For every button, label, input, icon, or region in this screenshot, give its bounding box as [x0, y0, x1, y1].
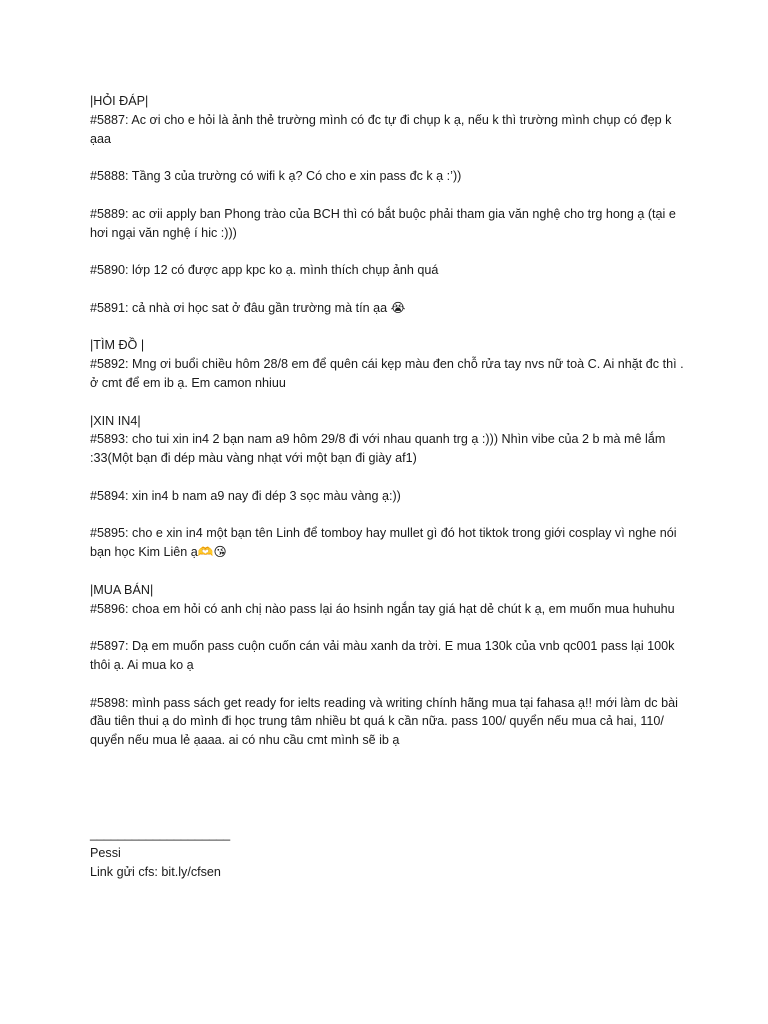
- section-tim-do: [90, 336, 690, 392]
- post-5898: #5898: mình pass sách get ready for ielts reading và writing chính hãng mua tại fahasa ạ!! mới làm dc bài đầu tiên thui ạ do mình đi học trung tâm nhiều bt quá k cần nữa. pass 100/ quyển nếu mua cả hai, 110/ quyển nếu mua lẻ ạaaa. ai có nhu cầu cmt mình sẽ ib ạ: [90, 695, 678, 748]
- post-5897: #5897: Dạ em muốn pass cuộn cuốn cán vải màu xanh da trời. E mua 130k của vnb qc001 pass lại 100k thôi ạ. Ai mua ko ạ: [90, 639, 675, 672]
- section-xin-in4: [90, 412, 690, 562]
- signature-author: Pessi: [90, 845, 121, 860]
- post-5896: #5896: choa em hỏi có anh chị nào pass lại áo hsinh ngắn tay giá hạt dẻ chút k ạ, em muốn mua huhuhu: [90, 601, 675, 616]
- signature-block: [90, 825, 230, 881]
- signature-divider: ____________________: [90, 827, 231, 841]
- post-5888: #5888: Tầng 3 của trường có wifi k ạ? Có cho e xin pass đc k ạ :’)): [90, 169, 462, 184]
- post-5894: #5894: xin in4 b nam a9 nay đi dép 3 sọc màu vàng ạ:)): [90, 488, 401, 503]
- confession-document: [90, 92, 690, 769]
- post-5889: #5889: ac ơii apply ban Phong trào của BCH thì có bắt buộc phải tham gia văn nghệ cho trg hong ạ (tại e hơi ngại văn nghệ í hic :))): [90, 206, 676, 240]
- section-hoi-dap: [90, 92, 690, 318]
- section-heading: |HỎI ĐÁP|: [90, 94, 149, 108]
- post-5895: #5895: cho e xin in4 một bạn tên Linh để tomboy hay mullet gì đó hot tiktok trong giới cosplay vì nghe nói bạn học Kim Liên ạ🫶😘: [90, 526, 677, 560]
- post-5890: #5890: lớp 12 có được app kpc ko ạ. mình thích chụp ảnh quá: [90, 263, 439, 278]
- post-5891: #5891: cả nhà ơi học sat ở đâu gần trường mà tín ạa 😭: [90, 300, 406, 315]
- section-heading: |MUA BÁN|: [90, 582, 154, 597]
- post-5892: #5892: Mng ơi buổi chiều hôm 28/8 em để quên cái kẹp màu đen chỗ rửa tay nvs nữ toà C. Ai nhặt đc thì . ở cmt để em ib ạ. Em camon nhiuu: [90, 357, 684, 390]
- section-heading: |TÌM ĐỒ |: [90, 338, 145, 353]
- post-5893: #5893: cho tui xin in4 2 bạn nam a9 hôm 29/8 đi với nhau quanh trg ạ :))) Nhìn vibe của 2 b mà mê lắm :33(Một bạn đi dép màu vàng nhạt với một bạn đi giày af1): [90, 432, 666, 466]
- section-mua-ban: [90, 581, 690, 750]
- post-5887: #5887: Ac ơi cho e hỏi là ảnh thẻ trường mình có đc tự đi chụp k ạ, nếu k thì trường mình chụp có đẹp k ạaa: [90, 112, 672, 146]
- submission-link[interactable]: Link gửi cfs: bit.ly/cfsen: [90, 864, 221, 879]
- section-heading: |XIN IN4|: [90, 413, 141, 428]
